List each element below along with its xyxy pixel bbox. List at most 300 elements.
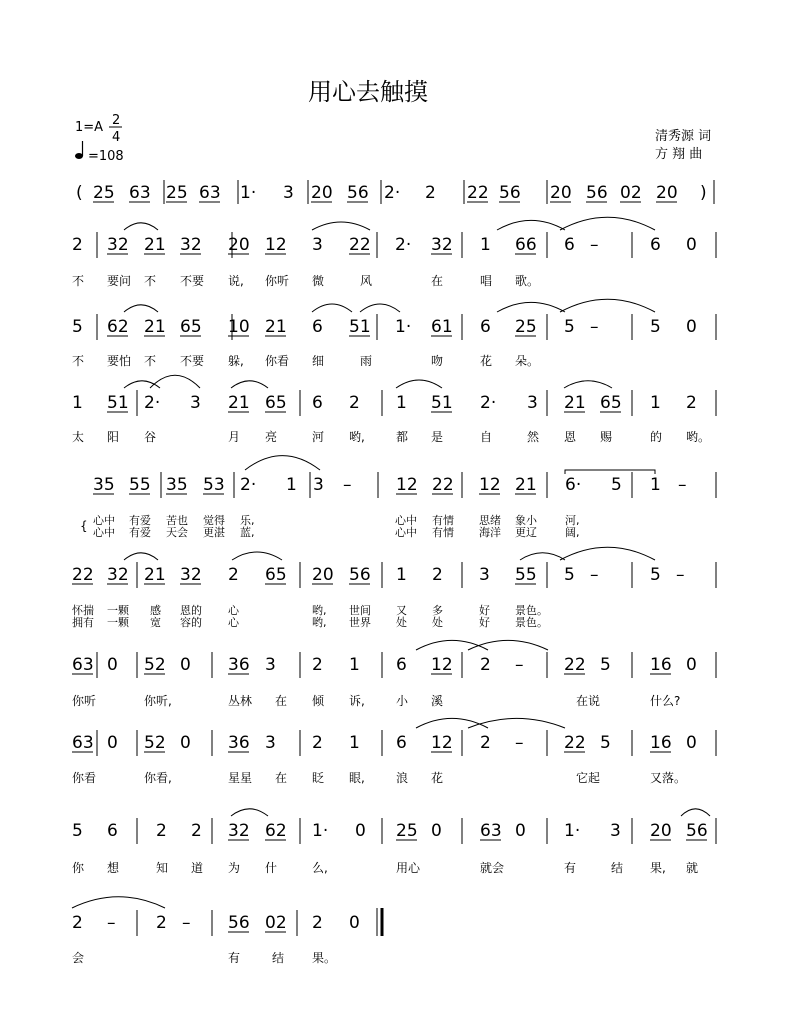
lyric-word: 不 bbox=[144, 354, 157, 368]
note-token: 51 bbox=[349, 317, 371, 337]
note-token: 56 bbox=[347, 183, 369, 203]
note-token: 0 bbox=[107, 655, 118, 675]
lyric-word-verse1: 又 bbox=[396, 604, 407, 617]
row-line9 bbox=[72, 897, 382, 965]
lyric-word-verse1: 象小 bbox=[515, 514, 537, 527]
time-signature-denominator: 4 bbox=[112, 130, 121, 145]
lyric-word-verse2: 有爱 bbox=[129, 526, 151, 539]
slur-arc bbox=[124, 381, 160, 388]
lyric-word: 的 bbox=[650, 430, 663, 444]
note-token: 1 bbox=[286, 475, 297, 495]
note-token: 21 bbox=[515, 475, 537, 495]
note-token: 02 bbox=[265, 913, 287, 933]
slur-arc bbox=[560, 547, 655, 560]
lyric-word: 就 bbox=[686, 861, 699, 875]
note-token: 36 bbox=[228, 655, 250, 675]
lyric-word-verse1: 苦也 bbox=[166, 514, 188, 527]
lyric-word: 浪 bbox=[396, 771, 409, 785]
lyric-word: 你 bbox=[72, 861, 85, 875]
time-signature-numerator: 2 bbox=[112, 113, 121, 128]
lyric-word: 恩 bbox=[564, 430, 577, 444]
lyric-word-verse2: 处 bbox=[432, 616, 443, 629]
composer-credit: 方 翔 曲 bbox=[655, 147, 703, 162]
note-token: 63 bbox=[129, 183, 151, 203]
lyric-word: 不要 bbox=[180, 274, 205, 288]
note-token: 2 bbox=[72, 913, 83, 933]
lyric-word-verse2: 心中 bbox=[395, 526, 417, 539]
note-token: 2 bbox=[156, 913, 167, 933]
note-token: 12 bbox=[479, 475, 501, 495]
note-token: – bbox=[182, 913, 191, 933]
note-token: 6 bbox=[396, 733, 407, 753]
row-line6 bbox=[72, 640, 716, 708]
lyric-word: 又落。 bbox=[650, 771, 687, 785]
note-token: 22 bbox=[564, 733, 586, 753]
note-token: 56 bbox=[586, 183, 608, 203]
slur-arc bbox=[360, 304, 400, 312]
row-intro bbox=[76, 180, 714, 204]
row-line7 bbox=[72, 718, 716, 785]
slur-arc bbox=[124, 305, 158, 312]
note-token: 5 bbox=[611, 475, 622, 495]
lyric-word: 小 bbox=[396, 694, 409, 708]
row-line3 bbox=[72, 375, 716, 444]
row-line4 bbox=[80, 456, 716, 539]
note-token: 3 bbox=[190, 393, 201, 413]
note-token: 51 bbox=[107, 393, 129, 413]
note-token: 3 bbox=[313, 475, 324, 495]
lyric-word: 为 bbox=[228, 861, 241, 875]
note-token: 63 bbox=[72, 733, 94, 753]
lyric-word: 不 bbox=[72, 274, 85, 288]
lyric-word: 不 bbox=[144, 274, 157, 288]
note-token: 1· bbox=[312, 821, 329, 841]
lyric-word: 它起 bbox=[576, 771, 601, 785]
lyric-word: 太 bbox=[72, 430, 85, 444]
note-token: 2 bbox=[425, 183, 436, 203]
lyric-word: 河 bbox=[312, 430, 325, 444]
note-token: ) bbox=[700, 183, 707, 203]
lyric-word: 花 bbox=[431, 771, 444, 785]
lyric-word-verse1: 好 bbox=[479, 604, 490, 617]
lyric-word-verse1: 世间 bbox=[349, 604, 371, 617]
lyric-word: 都 bbox=[396, 430, 409, 444]
note-token: 0 bbox=[180, 655, 191, 675]
note-token: 65 bbox=[180, 317, 202, 337]
lyric-word: 丛林 bbox=[228, 694, 253, 708]
verse-brace: { bbox=[80, 519, 88, 533]
lyric-word-verse2: 景色。 bbox=[515, 616, 548, 629]
note-token: 5 bbox=[564, 317, 575, 337]
note-token: 3 bbox=[527, 393, 538, 413]
note-token: 2 bbox=[228, 565, 239, 585]
lyric-word: 你看 bbox=[265, 354, 290, 368]
note-token: 35 bbox=[93, 475, 115, 495]
slur-arc bbox=[468, 640, 548, 650]
note-token: – bbox=[515, 733, 524, 753]
lyric-word-verse2: 阔, bbox=[565, 526, 580, 539]
lyric-word: 结 bbox=[272, 951, 285, 965]
note-token: 21 bbox=[144, 317, 166, 337]
lyric-word: 在说 bbox=[576, 694, 601, 708]
note-token: 2· bbox=[395, 235, 412, 255]
lyric-word: 用心 bbox=[396, 861, 421, 875]
lyric-word: 诉, bbox=[349, 694, 365, 708]
note-token: ( bbox=[76, 183, 83, 203]
lyric-word-verse2: 有情 bbox=[432, 526, 454, 539]
lyric-word: 倾 bbox=[312, 694, 325, 708]
slur-arc bbox=[497, 302, 565, 312]
lyric-word: 不 bbox=[72, 354, 85, 368]
note-token: 55 bbox=[129, 475, 151, 495]
lyric-word-verse2: 世界 bbox=[349, 616, 371, 629]
slur-arc bbox=[312, 222, 370, 230]
note-token: 63 bbox=[72, 655, 94, 675]
lyric-word-verse2: 海洋 bbox=[479, 526, 501, 539]
note-token: – bbox=[343, 475, 352, 495]
note-token: – bbox=[676, 565, 685, 585]
lyric-word: 有 bbox=[228, 951, 241, 965]
note-token: 12 bbox=[431, 655, 453, 675]
note-token: 35 bbox=[166, 475, 188, 495]
lyric-word: 雨 bbox=[360, 354, 373, 368]
note-token: 2· bbox=[384, 183, 401, 203]
note-token: 0 bbox=[180, 733, 191, 753]
note-token: 6 bbox=[650, 235, 661, 255]
note-token: 32 bbox=[228, 821, 250, 841]
lyric-word: 你听, bbox=[144, 694, 172, 708]
note-token: 1· bbox=[240, 183, 257, 203]
note-token: 2 bbox=[312, 913, 323, 933]
lyric-word: 星星 bbox=[228, 771, 253, 785]
note-token: 12 bbox=[265, 235, 287, 255]
note-token: – bbox=[107, 913, 116, 933]
note-token: 2 bbox=[686, 393, 697, 413]
tempo-marking: =108 bbox=[88, 149, 124, 164]
note-token: 32 bbox=[180, 235, 202, 255]
note-token: 32 bbox=[107, 565, 129, 585]
slur-arc bbox=[564, 381, 612, 388]
note-token: 16 bbox=[650, 733, 672, 753]
note-token: 20 bbox=[312, 565, 334, 585]
lyric-word: 吻 bbox=[431, 354, 444, 368]
note-token: 1 bbox=[480, 235, 491, 255]
lyric-word-verse1: 一颗 bbox=[107, 604, 129, 617]
lyric-word: 在 bbox=[275, 694, 288, 708]
slur-arc bbox=[560, 217, 655, 230]
tuplet-bracket bbox=[565, 470, 655, 474]
lyric-word: 要怕 bbox=[107, 354, 132, 368]
lyricist-credit: 清秀源 词 bbox=[655, 129, 712, 144]
lyric-word-verse2: 天会 bbox=[166, 526, 188, 539]
note-token: 6 bbox=[312, 317, 323, 337]
lyric-word: 眼, bbox=[349, 771, 365, 785]
lyric-word-verse1: 有情 bbox=[432, 514, 454, 527]
lyric-word-verse1: 觉得 bbox=[203, 514, 225, 527]
note-token: 3 bbox=[265, 655, 276, 675]
slur-arc bbox=[497, 220, 565, 230]
note-token: 5 bbox=[600, 733, 611, 753]
lyric-word-verse2: 好 bbox=[479, 616, 490, 629]
note-token: – bbox=[590, 565, 599, 585]
note-token: 3 bbox=[312, 235, 323, 255]
note-token: 3 bbox=[610, 821, 621, 841]
note-token: – bbox=[515, 655, 524, 675]
note-token: 2· bbox=[240, 475, 257, 495]
slur-arc bbox=[416, 640, 488, 650]
lyric-word: 会 bbox=[72, 951, 85, 965]
lyric-word-verse2: 心 bbox=[228, 616, 239, 629]
lyric-word: 道 bbox=[191, 861, 204, 875]
row-line2 bbox=[72, 299, 716, 368]
note-token: 22 bbox=[564, 655, 586, 675]
note-token: 20 bbox=[650, 821, 672, 841]
note-token: 22 bbox=[72, 565, 94, 585]
slur-arc bbox=[681, 809, 710, 816]
lyric-word-verse2: 宽 bbox=[150, 616, 161, 629]
lyric-word-verse2: 蓝, bbox=[240, 526, 255, 539]
lyric-word: 要问 bbox=[107, 274, 132, 288]
lyric-word-verse2: 处 bbox=[396, 616, 407, 629]
note-token: 32 bbox=[431, 235, 453, 255]
note-token: 6· bbox=[565, 475, 582, 495]
lyric-word: 细 bbox=[312, 354, 325, 368]
note-token: 25 bbox=[396, 821, 418, 841]
note-token: – bbox=[590, 317, 599, 337]
key-signature: 1=A bbox=[75, 120, 104, 135]
slur-arc bbox=[124, 223, 158, 230]
lyric-word: 不要 bbox=[180, 354, 205, 368]
note-token: 63 bbox=[199, 183, 221, 203]
lyric-word: 知 bbox=[156, 861, 169, 875]
note-token: – bbox=[678, 475, 687, 495]
note-token: 0 bbox=[349, 913, 360, 933]
note-token: 3 bbox=[265, 733, 276, 753]
lyric-word-verse1: 有爱 bbox=[129, 514, 151, 527]
lyric-word: 花 bbox=[480, 354, 493, 368]
lyric-word: 有 bbox=[564, 861, 577, 875]
note-token: 20 bbox=[311, 183, 333, 203]
lyric-word-verse1: 感 bbox=[150, 604, 161, 617]
note-token: 5 bbox=[600, 655, 611, 675]
note-token: 56 bbox=[349, 565, 371, 585]
note-token: 52 bbox=[144, 733, 166, 753]
note-token: 62 bbox=[107, 317, 129, 337]
slur-arc bbox=[72, 897, 165, 908]
note-token: 20 bbox=[228, 235, 250, 255]
lyric-word-verse1: 心中 bbox=[395, 514, 417, 527]
lyric-word-verse2: 拥有 bbox=[72, 616, 94, 629]
note-token: 65 bbox=[600, 393, 622, 413]
note-token: 6 bbox=[396, 655, 407, 675]
row-line5 bbox=[72, 547, 716, 629]
note-token: 56 bbox=[499, 183, 521, 203]
lyric-word: 在 bbox=[275, 771, 288, 785]
note-token: 56 bbox=[228, 913, 250, 933]
note-token: 2 bbox=[156, 821, 167, 841]
note-token: 12 bbox=[396, 475, 418, 495]
note-token: 2 bbox=[72, 235, 83, 255]
slur-arc bbox=[231, 809, 268, 816]
note-token: 22 bbox=[432, 475, 454, 495]
quarter-note-icon bbox=[75, 141, 83, 159]
lyric-word: 么, bbox=[312, 861, 328, 875]
note-token: 20 bbox=[656, 183, 678, 203]
note-token: 6 bbox=[107, 821, 118, 841]
slur-arc bbox=[232, 552, 282, 560]
note-token: 65 bbox=[265, 393, 287, 413]
lyric-word: 你听 bbox=[265, 274, 290, 288]
lyric-word-verse1: 河, bbox=[565, 514, 580, 527]
note-token: 32 bbox=[180, 565, 202, 585]
lyric-word: 朵。 bbox=[515, 354, 540, 368]
slur-arc bbox=[520, 553, 565, 560]
note-token: 3 bbox=[283, 183, 294, 203]
note-token: 53 bbox=[203, 475, 225, 495]
note-token: 2 bbox=[312, 655, 323, 675]
note-token: 5 bbox=[650, 317, 661, 337]
lyric-word: 歌。 bbox=[515, 274, 540, 288]
note-token: 02 bbox=[620, 183, 642, 203]
lyric-word: 唱 bbox=[480, 274, 493, 288]
lyric-word: 结 bbox=[611, 861, 624, 875]
note-token: 5 bbox=[72, 821, 83, 841]
note-token: 1 bbox=[72, 393, 83, 413]
lyric-word-verse1: 恩的 bbox=[180, 604, 202, 617]
note-token: 21 bbox=[228, 393, 250, 413]
slur-arc bbox=[231, 381, 268, 388]
note-token: 2 bbox=[191, 821, 202, 841]
note-token: – bbox=[590, 235, 599, 255]
note-token: 6 bbox=[480, 317, 491, 337]
lyric-word: 果。 bbox=[312, 951, 337, 965]
note-token: 10 bbox=[228, 317, 250, 337]
note-token: 32 bbox=[107, 235, 129, 255]
note-token: 2 bbox=[349, 393, 360, 413]
lyric-word: 果, bbox=[650, 861, 666, 875]
lyric-word: 谷 bbox=[144, 430, 157, 444]
note-token: 21 bbox=[265, 317, 287, 337]
lyric-word: 你看 bbox=[72, 771, 97, 785]
note-token: 0 bbox=[686, 733, 697, 753]
note-token: 1 bbox=[349, 655, 360, 675]
note-token: 25 bbox=[93, 183, 115, 203]
lyric-word: 阳 bbox=[107, 430, 120, 444]
note-token: 51 bbox=[431, 393, 453, 413]
lyric-word: 什么? bbox=[650, 694, 681, 708]
note-token: 2 bbox=[480, 733, 491, 753]
lyric-word: 在 bbox=[431, 274, 444, 288]
note-token: 3 bbox=[479, 565, 490, 585]
note-token: 2· bbox=[144, 393, 161, 413]
note-token: 1· bbox=[395, 317, 412, 337]
note-token: 22 bbox=[467, 183, 489, 203]
lyric-word: 眨 bbox=[312, 771, 325, 785]
slur-arc bbox=[468, 718, 565, 728]
note-token: 62 bbox=[265, 821, 287, 841]
lyric-word: 说, bbox=[228, 274, 244, 288]
note-token: 0 bbox=[686, 655, 697, 675]
slur-arc bbox=[124, 553, 158, 560]
lyric-word-verse1: 心 bbox=[228, 604, 239, 617]
song-title: 用心去触摸 bbox=[308, 78, 428, 106]
note-token: 5 bbox=[72, 317, 83, 337]
row-line1 bbox=[72, 217, 716, 288]
lyric-word-verse1: 怀揣 bbox=[72, 604, 94, 617]
note-token: 12 bbox=[431, 733, 453, 753]
lyric-word: 想 bbox=[107, 861, 120, 875]
lyric-word-verse2: 更辽 bbox=[515, 526, 537, 539]
note-token: 2 bbox=[480, 655, 491, 675]
lyric-word-verse1: 思绪 bbox=[479, 514, 501, 527]
lyric-word: 就会 bbox=[480, 861, 505, 875]
lyric-word: 亮 bbox=[265, 430, 278, 444]
note-token: 21 bbox=[144, 565, 166, 585]
lyric-word: 哟, bbox=[349, 430, 365, 444]
note-token: 36 bbox=[228, 733, 250, 753]
lyric-word-verse2: 一颗 bbox=[107, 616, 129, 629]
note-token: 55 bbox=[515, 565, 537, 585]
score-rows bbox=[72, 180, 716, 965]
note-token: 56 bbox=[686, 821, 708, 841]
note-token: 5 bbox=[650, 565, 661, 585]
lyric-word: 溪 bbox=[431, 694, 444, 708]
lyric-word-verse2: 哟, bbox=[312, 616, 327, 629]
note-token: 63 bbox=[480, 821, 502, 841]
note-token: 1 bbox=[349, 733, 360, 753]
note-token: 20 bbox=[550, 183, 572, 203]
note-token: 0 bbox=[107, 733, 118, 753]
note-token: 1 bbox=[650, 393, 661, 413]
row-line8 bbox=[72, 809, 716, 875]
lyric-word: 赐 bbox=[600, 430, 613, 444]
lyric-word: 自 bbox=[480, 430, 493, 444]
note-token: 22 bbox=[349, 235, 371, 255]
note-token: 0 bbox=[431, 821, 442, 841]
note-token: 1· bbox=[564, 821, 581, 841]
note-token: 25 bbox=[166, 183, 188, 203]
lyric-word: 风 bbox=[360, 274, 373, 288]
lyric-word: 月 bbox=[228, 430, 241, 444]
lyric-word-verse2: 容的 bbox=[180, 616, 202, 629]
lyric-word-verse1: 乐, bbox=[240, 514, 255, 527]
note-token: 21 bbox=[564, 393, 586, 413]
note-token: 1 bbox=[650, 475, 661, 495]
note-token: 2· bbox=[480, 393, 497, 413]
lyric-word: 然 bbox=[527, 430, 540, 444]
lyric-word: 你看, bbox=[144, 771, 172, 785]
slur-arc bbox=[416, 718, 488, 728]
note-token: 2 bbox=[312, 733, 323, 753]
lyric-word-verse2: 心中 bbox=[93, 526, 115, 539]
note-token: 0 bbox=[515, 821, 526, 841]
lyric-word-verse1: 景色。 bbox=[515, 604, 548, 617]
note-token: 21 bbox=[144, 235, 166, 255]
note-token: 5 bbox=[564, 565, 575, 585]
note-token: 16 bbox=[650, 655, 672, 675]
lyric-word: 你听 bbox=[72, 694, 97, 708]
lyric-word: 微 bbox=[312, 274, 325, 288]
slur-arc bbox=[396, 380, 442, 388]
lyric-word-verse1: 多 bbox=[432, 604, 443, 617]
note-token: 61 bbox=[431, 317, 453, 337]
slur-arc bbox=[312, 304, 352, 312]
note-token: 52 bbox=[144, 655, 166, 675]
note-token: 0 bbox=[686, 235, 697, 255]
note-token: 6 bbox=[312, 393, 323, 413]
note-token: 1 bbox=[396, 393, 407, 413]
note-token: 25 bbox=[515, 317, 537, 337]
